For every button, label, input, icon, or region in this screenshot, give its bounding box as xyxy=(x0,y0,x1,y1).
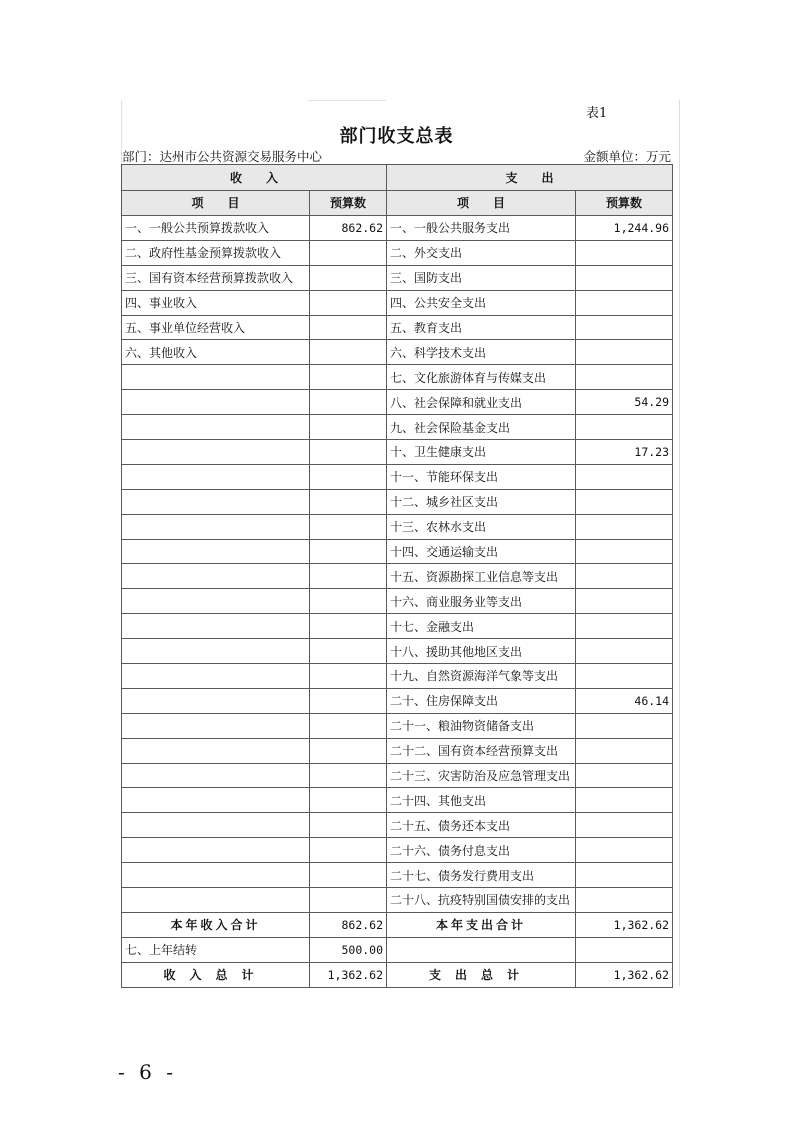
income-item-cell xyxy=(122,589,310,614)
expense-value-cell: 17.23 xyxy=(576,440,673,465)
income-item-cell xyxy=(122,415,310,440)
expense-value-cell xyxy=(576,415,673,440)
income-value-cell xyxy=(310,713,387,738)
expense-value-cell xyxy=(576,813,673,838)
table-row xyxy=(122,315,673,340)
income-value-cell xyxy=(310,664,387,689)
expense-item-cell: 十九、自然资源海洋气象等支出 xyxy=(387,664,576,689)
column-header-row xyxy=(122,190,673,216)
unit-label: 金额单位：万元 xyxy=(583,149,671,164)
expense-subtotal-value: 1,362.62 xyxy=(576,912,673,937)
income-item-cell: 五、事业单位经营收入 xyxy=(122,315,310,340)
income-value-cell xyxy=(310,315,387,340)
table-row xyxy=(122,489,673,514)
table-row xyxy=(122,664,673,689)
income-item-cell: 二、政府性基金预算拨款收入 xyxy=(122,240,310,265)
income-item-cell xyxy=(122,838,310,863)
expense-item-cell: 二十八、抗疫特别国债安排的支出 xyxy=(387,888,576,913)
income-item-cell xyxy=(122,888,310,913)
expense-value-cell xyxy=(576,888,673,913)
income-item-cell xyxy=(122,738,310,763)
carryover-expense-value xyxy=(576,937,673,962)
income-value-cell xyxy=(310,838,387,863)
expense-item-cell: 六、科学技术支出 xyxy=(387,340,576,365)
income-item-cell xyxy=(122,664,310,689)
carryover-label: 七、上年结转 xyxy=(122,937,310,962)
income-item-cell xyxy=(122,365,310,390)
expense-value-cell xyxy=(576,514,673,539)
income-budget-header: 预算数 xyxy=(310,190,387,216)
expense-value-cell xyxy=(576,713,673,738)
expense-value-cell xyxy=(576,788,673,813)
income-item-cell xyxy=(122,514,310,539)
expense-value-cell xyxy=(576,738,673,763)
expense-total-label: 支出总计 xyxy=(387,962,576,987)
crop-mark xyxy=(308,100,386,101)
income-value-cell xyxy=(310,614,387,639)
expense-item-cell: 十六、商业服务业等支出 xyxy=(387,589,576,614)
income-subtotal-value: 862.62 xyxy=(310,912,387,937)
department-label: 部门：达州市公共资源交易服务中心 xyxy=(122,149,323,164)
table-row xyxy=(122,514,673,539)
expense-value-cell xyxy=(576,564,673,589)
expense-total-value: 1,362.62 xyxy=(576,962,673,987)
table-row xyxy=(122,763,673,788)
expense-value-cell xyxy=(576,290,673,315)
income-item-cell xyxy=(122,763,310,788)
table-row xyxy=(122,688,673,713)
income-subtotal-label: 本年收入合计 xyxy=(122,912,310,937)
expense-item-cell: 五、教育支出 xyxy=(387,315,576,340)
page-edge-right xyxy=(679,100,680,986)
expense-value-cell xyxy=(576,763,673,788)
table-row xyxy=(122,365,673,390)
income-value-cell xyxy=(310,589,387,614)
income-value-cell xyxy=(310,788,387,813)
expense-value-cell xyxy=(576,639,673,664)
expense-value-cell xyxy=(576,265,673,290)
income-value-cell xyxy=(310,639,387,664)
income-value-cell xyxy=(310,763,387,788)
expense-subtotal-label: 本年支出合计 xyxy=(387,912,576,937)
expense-value-cell xyxy=(576,489,673,514)
expense-value-cell xyxy=(576,863,673,888)
page-number: - 6 - xyxy=(118,1060,177,1084)
income-item-cell: 六、其他收入 xyxy=(122,340,310,365)
table-row xyxy=(122,216,673,241)
income-item-cell xyxy=(122,489,310,514)
table-label: 表1 xyxy=(586,106,608,121)
expense-item-cell: 二十三、灾害防治及应急管理支出 xyxy=(387,763,576,788)
table-row xyxy=(122,589,673,614)
carryover-expense-label xyxy=(387,937,576,962)
expense-item-cell: 二十四、其他支出 xyxy=(387,788,576,813)
table-row xyxy=(122,863,673,888)
expense-item-cell: 十四、交通运输支出 xyxy=(387,539,576,564)
expense-item-cell: 四、公共安全支出 xyxy=(387,290,576,315)
income-item-cell: 一、一般公共预算拨款收入 xyxy=(122,216,310,241)
expense-item-cell: 三、国防支出 xyxy=(387,265,576,290)
expense-value-cell xyxy=(576,589,673,614)
income-item-cell xyxy=(122,713,310,738)
income-value-cell xyxy=(310,514,387,539)
income-item-cell xyxy=(122,390,310,415)
income-item-cell xyxy=(122,863,310,888)
expense-item-cell: 十五、资源勘探工业信息等支出 xyxy=(387,564,576,589)
income-item-cell: 四、事业收入 xyxy=(122,290,310,315)
table-row xyxy=(122,415,673,440)
expense-value-cell: 1,244.96 xyxy=(576,216,673,241)
table-row xyxy=(122,888,673,913)
table-row xyxy=(122,564,673,589)
table-row xyxy=(122,440,673,465)
table-row xyxy=(122,788,673,813)
expense-value-cell xyxy=(576,315,673,340)
table-row xyxy=(122,713,673,738)
expense-value-cell: 54.29 xyxy=(576,390,673,415)
income-item-cell xyxy=(122,688,310,713)
income-value-cell xyxy=(310,813,387,838)
table-row xyxy=(122,265,673,290)
table-row xyxy=(122,539,673,564)
income-group-header: 收 入 xyxy=(122,165,387,191)
expense-item-cell: 二十六、债务付息支出 xyxy=(387,838,576,863)
total-row xyxy=(122,962,673,987)
income-item-cell xyxy=(122,813,310,838)
income-value-cell xyxy=(310,440,387,465)
expense-item-cell: 九、社会保险基金支出 xyxy=(387,415,576,440)
income-item-cell: 三、国有资本经营预算拨款收入 xyxy=(122,265,310,290)
income-value-cell xyxy=(310,688,387,713)
expense-item-cell: 十八、援助其他地区支出 xyxy=(387,639,576,664)
table-row xyxy=(122,390,673,415)
expense-value-cell xyxy=(576,539,673,564)
expense-group-header: 支 出 xyxy=(387,165,673,191)
income-value-cell xyxy=(310,290,387,315)
income-value-cell xyxy=(310,888,387,913)
income-value-cell xyxy=(310,464,387,489)
income-item-cell xyxy=(122,639,310,664)
income-value-cell xyxy=(310,390,387,415)
table-row xyxy=(122,639,673,664)
expense-item-cell: 十二、城乡社区支出 xyxy=(387,489,576,514)
group-header-row xyxy=(122,165,673,191)
income-value-cell: 862.62 xyxy=(310,216,387,241)
income-value-cell xyxy=(310,489,387,514)
expense-item-cell: 十一、节能环保支出 xyxy=(387,464,576,489)
income-value-cell xyxy=(310,340,387,365)
income-item-cell xyxy=(122,614,310,639)
expense-item-cell: 十、卫生健康支出 xyxy=(387,440,576,465)
income-value-cell xyxy=(310,415,387,440)
expense-item-cell: 二十五、债务还本支出 xyxy=(387,813,576,838)
expense-value-cell: 46.14 xyxy=(576,688,673,713)
income-value-cell xyxy=(310,365,387,390)
table-row xyxy=(122,340,673,365)
budget-table xyxy=(121,164,673,988)
income-value-cell xyxy=(310,738,387,763)
table-row xyxy=(122,464,673,489)
expense-item-cell: 十三、农林水支出 xyxy=(387,514,576,539)
income-item-cell xyxy=(122,539,310,564)
income-item-cell xyxy=(122,788,310,813)
income-value-cell xyxy=(310,539,387,564)
income-value-cell xyxy=(310,265,387,290)
expense-budget-header: 预算数 xyxy=(576,190,673,216)
expense-item-header: 项 目 xyxy=(387,190,576,216)
expense-value-cell xyxy=(576,240,673,265)
expense-value-cell xyxy=(576,838,673,863)
expense-item-cell: 八、社会保障和就业支出 xyxy=(387,390,576,415)
subtotal-row xyxy=(122,912,673,937)
expense-item-cell: 十七、金融支出 xyxy=(387,614,576,639)
table-row xyxy=(122,290,673,315)
expense-value-cell xyxy=(576,464,673,489)
expense-item-cell: 二十、住房保障支出 xyxy=(387,688,576,713)
carryover-value: 500.00 xyxy=(310,937,387,962)
table-row xyxy=(122,738,673,763)
expense-value-cell xyxy=(576,365,673,390)
income-item-cell xyxy=(122,440,310,465)
income-item-header: 项 目 xyxy=(122,190,310,216)
expense-item-cell: 二、外交支出 xyxy=(387,240,576,265)
expense-value-cell xyxy=(576,614,673,639)
income-value-cell xyxy=(310,863,387,888)
expense-item-cell: 七、文化旅游体育与传媒支出 xyxy=(387,365,576,390)
carryover-row xyxy=(122,937,673,962)
income-value-cell xyxy=(310,564,387,589)
expense-item-cell: 二十二、国有资本经营预算支出 xyxy=(387,738,576,763)
table-row xyxy=(122,838,673,863)
table-row xyxy=(122,813,673,838)
table-row xyxy=(122,240,673,265)
expense-item-cell: 二十一、粮油物资储备支出 xyxy=(387,713,576,738)
expense-item-cell: 一、一般公共服务支出 xyxy=(387,216,576,241)
table-row xyxy=(122,614,673,639)
income-total-label: 收入总计 xyxy=(122,962,310,987)
page-title: 部门收支总表 xyxy=(339,126,454,147)
income-item-cell xyxy=(122,464,310,489)
expense-item-cell: 二十七、债务发行费用支出 xyxy=(387,863,576,888)
income-value-cell xyxy=(310,240,387,265)
income-total-value: 1,362.62 xyxy=(310,962,387,987)
expense-value-cell xyxy=(576,340,673,365)
expense-value-cell xyxy=(576,664,673,689)
income-item-cell xyxy=(122,564,310,589)
